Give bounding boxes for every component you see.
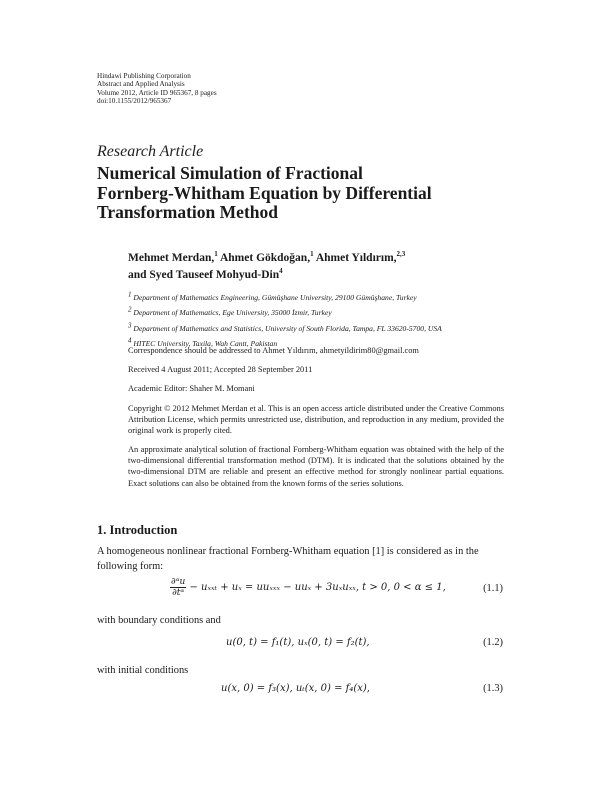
author-affil-sup: 1 [214, 250, 218, 259]
affiliation: $^4$ HITEC University, Taxila, Wah Cantt, Pakistan [128, 336, 278, 348]
affiliation: $^1$ Department of Mathematics Engineering, Gümüşhane University, 29100 Gümüşhane, Turkey [128, 290, 417, 302]
author-affil-sup: 4 [279, 266, 283, 275]
title-line: Fornberg-Whitham Equation by Differential [97, 182, 432, 203]
affiliation: $^3$ Department of Mathematics and Statistics, University of South Florida, Tampa, FL 33620-5700, USA [128, 321, 442, 333]
fraction: $\frac{\text{∂ᵅu}}{\text{∂tᵅ}}$ [171, 577, 186, 598]
received-date: Received 4 August 2011; Accepted 28 September 2011 [128, 365, 313, 374]
paper-title [97, 164, 517, 223]
affiliations [128, 290, 442, 351]
article-type: Research Article [97, 143, 204, 160]
intro-paragraph: A homogeneous nonlinear fractional Fornberg-Whitham equation [1] is considered as in the following form: [97, 546, 479, 572]
equation-1: $\frac{\text{∂ᵅu}}{\text{∂tᵅ}}$ − uₓₓₜ + uₓ = uuₓₓₓ − uuₓ + 3uₓuₓₓ, t > 0, 0 < α ≤ 1, [171, 577, 446, 598]
initial-text: with initial conditions [97, 665, 189, 676]
author-name: Mehmet Merdan, [128, 252, 215, 264]
title-line: Transformation Method [97, 202, 278, 222]
equation-2: u(0, t) = f₁(t), uₓ(0, t) = f₂(t), [226, 637, 370, 648]
equation-number: (1.1) [483, 583, 503, 594]
journal-header [97, 72, 217, 106]
correspondence: Correspondence should be addressed to Ahmet Yıldırım, ahmetyildirim80@gmail.com [128, 346, 419, 355]
section-heading: 1. Introduction [97, 523, 178, 537]
equation-number: (1.3) [483, 683, 503, 694]
author-name: Ahmet Yıldırım, [313, 252, 397, 264]
academic-editor: Academic Editor: Shaher M. Momani [128, 384, 255, 393]
journal-name: Abstract and Applied Analysis [97, 80, 185, 89]
author-affil-sup: 1 [310, 250, 314, 259]
author-list [128, 250, 528, 283]
volume-info: Volume 2012, Article ID 965367, 8 pages [97, 88, 217, 97]
publisher: Hindawi Publishing Corporation [97, 72, 191, 80]
author-name: and Syed Tauseef Mohyud-Din [128, 268, 280, 281]
equation-number: (1.2) [483, 637, 503, 648]
doi: doi:10.1155/2012/965367 [97, 97, 172, 106]
copyright-notice: Copyright © 2012 Mehmet Merdan et al. This is an open access article distributed under the Creative Commons Attribution License, which permits unrestricted use, distribution, and reproduction in any medium, provided the original work is properly cited. [128, 404, 504, 436]
affiliation: $^2$ Department of Mathematics, Ege University, 35000 İzmir, Turkey [128, 305, 332, 318]
boundary-text: with boundary conditions and [97, 615, 221, 626]
author-name: Ahmet Gökdoğan, [217, 252, 311, 264]
author-affil-sup: 2,3 [396, 250, 406, 259]
equation-3: u(x, 0) = f₃(x), uₜ(x, 0) = f₄(x), [221, 683, 370, 694]
title-line: Numerical Simulation of Fractional [97, 163, 363, 183]
abstract: An approximate analytical solution of fractional Fornberg-Whitham equation was obtained with the help of the two-dimensional differential transformation method (DTM). It is indicated that the solutions obtained by the two-dimensional DTM are reliable and present an effective method for strongly nonlinear partial equations. Exact solutions can also be obtained from the known forms of the series solutions. [128, 445, 504, 488]
